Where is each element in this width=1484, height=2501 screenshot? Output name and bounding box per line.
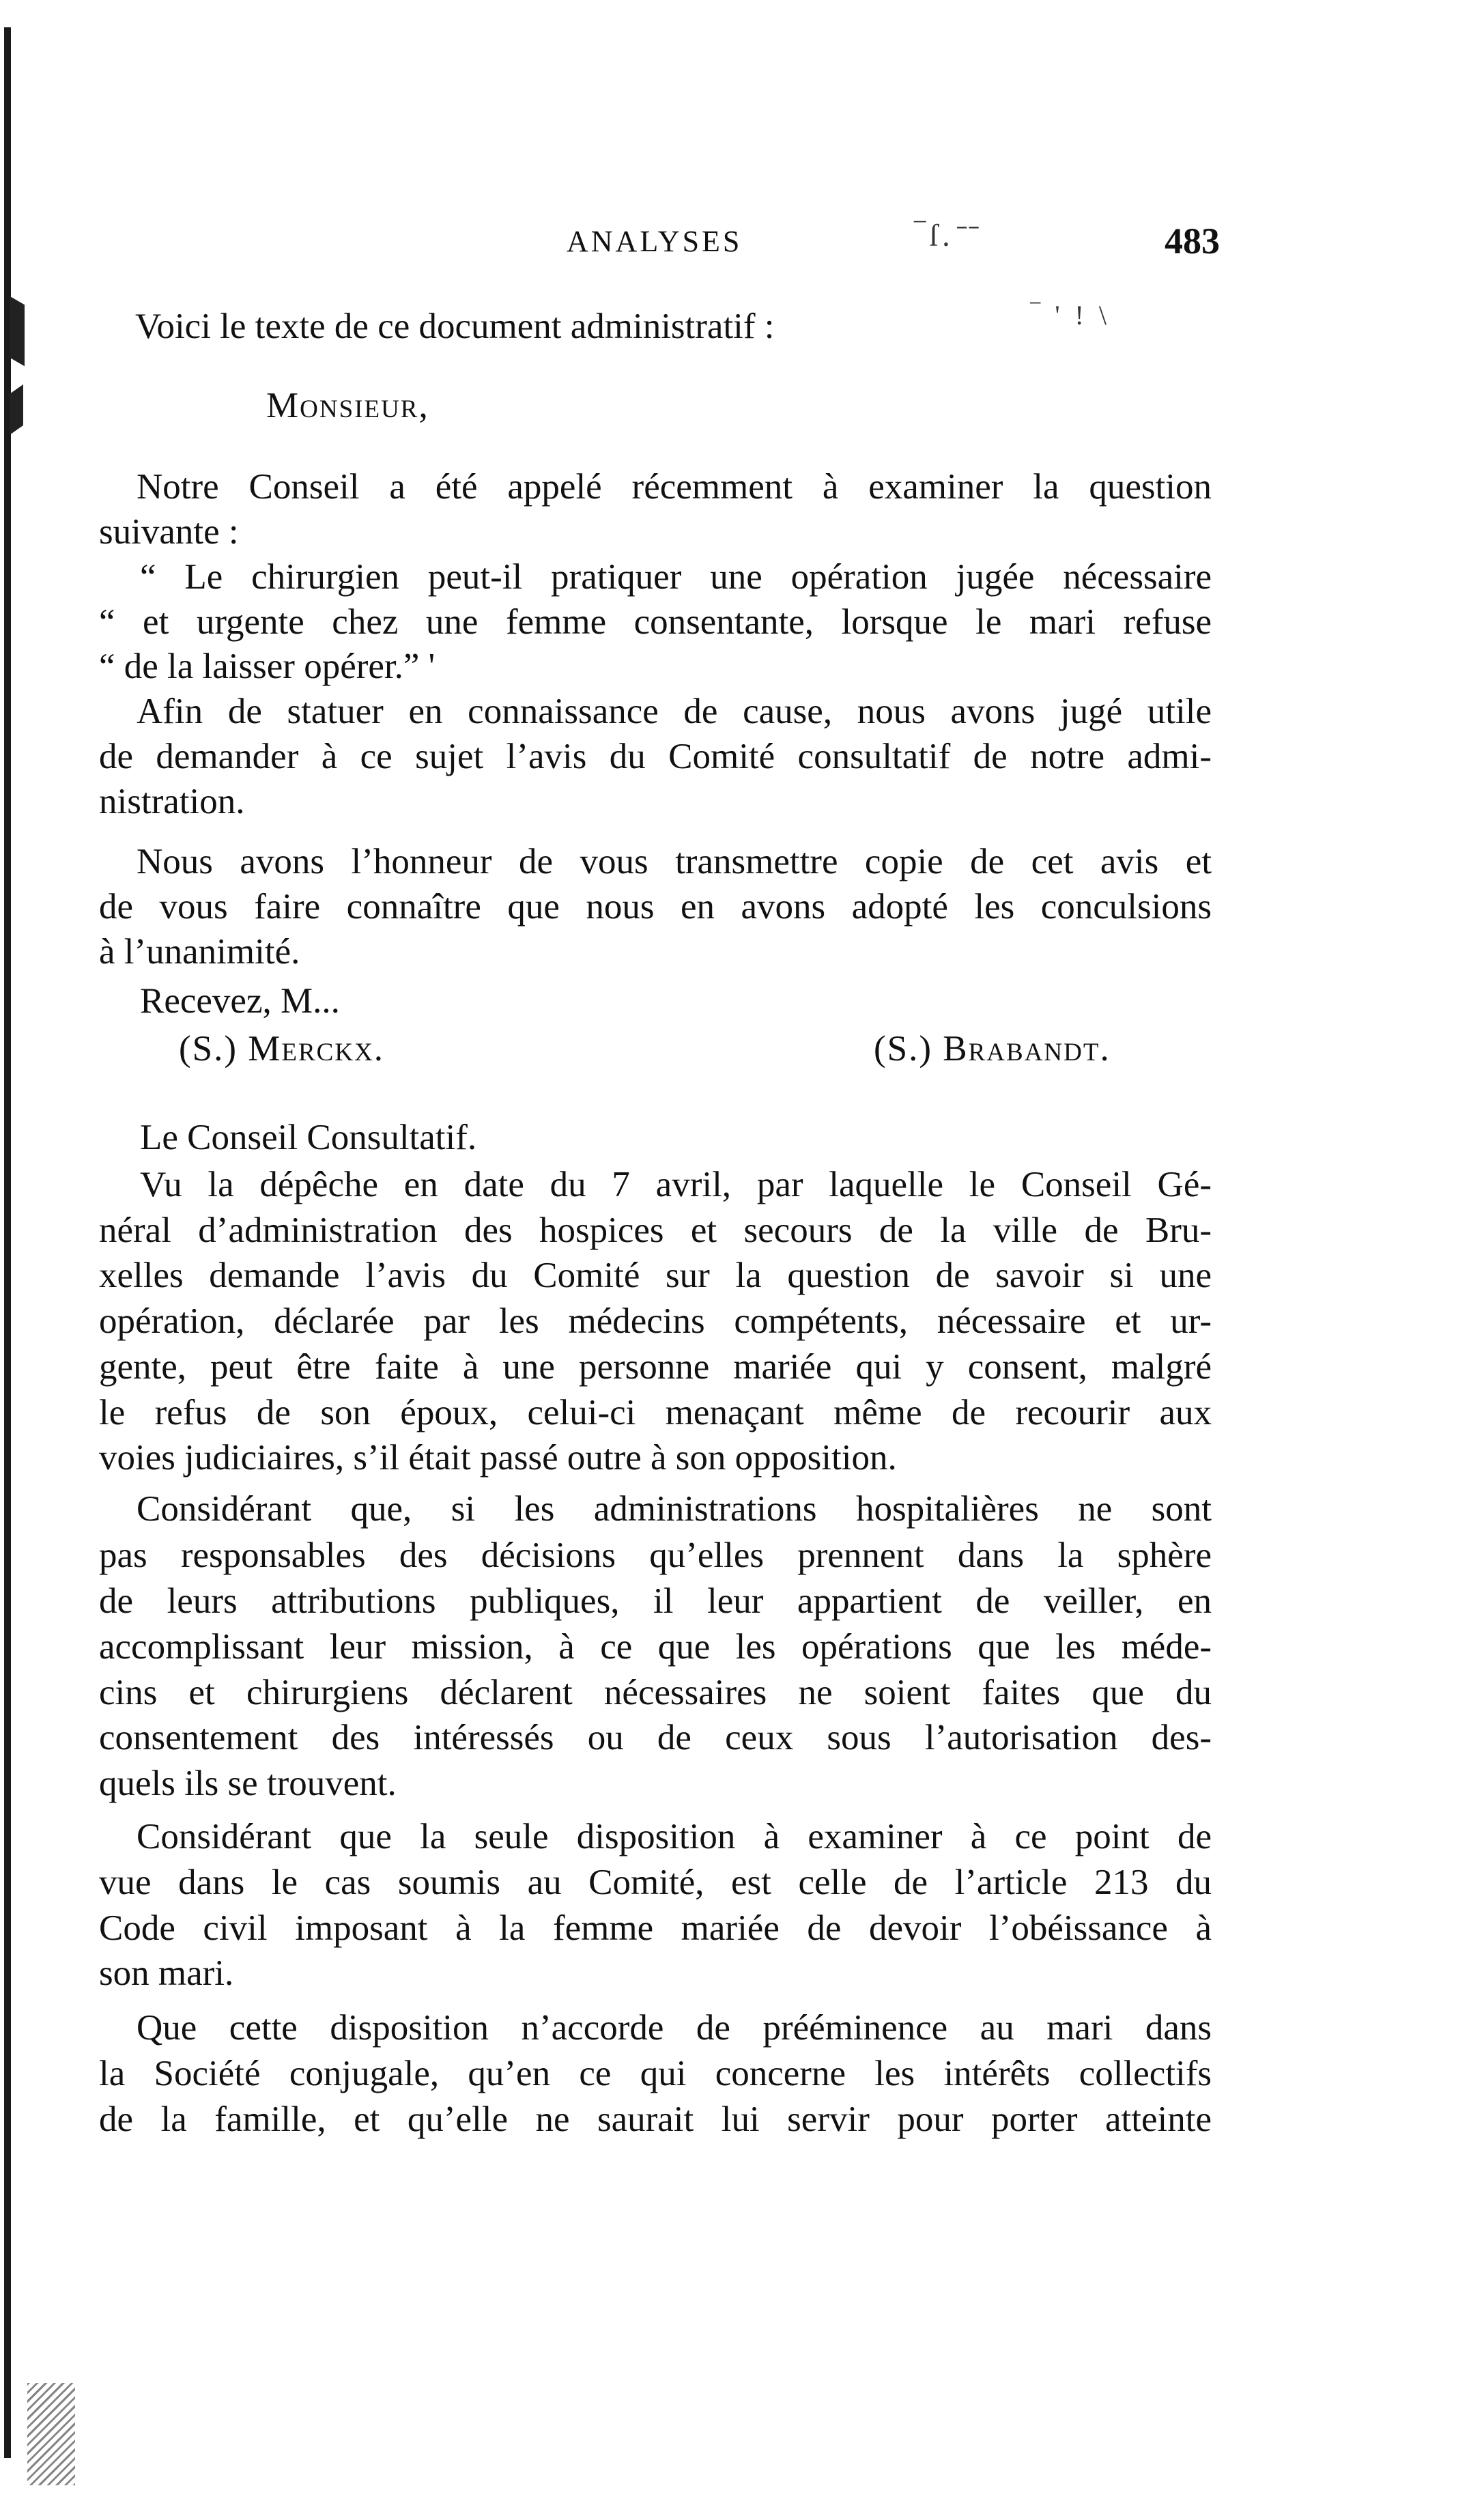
text-line: nistration.: [99, 782, 245, 821]
binding-notch: [10, 384, 23, 435]
text-line: Que cette disposition n’accorde de prééminence au mari dans: [137, 2008, 1212, 2048]
text-line: quels ils se trouvent.: [99, 1764, 397, 1803]
print-smudge: ‾ſ. ̄ ̄: [915, 218, 978, 253]
text-line: le refus de son époux, celui-ci menaçant même de recourir aux: [99, 1393, 1212, 1432]
text-line: Vu la dépêche en date du 7 avril, par laquelle le Conseil Gé-: [140, 1165, 1212, 1204]
text-line: à l’unanimité.: [99, 932, 300, 972]
text-line: accomplissant leur mission, à ce que les opérations que les méde-: [99, 1627, 1212, 1667]
text-line: pas responsables des décisions qu’elles prennent dans la sphère: [99, 1536, 1212, 1575]
text-line: son mari.: [99, 1953, 234, 1993]
running-head: ANALYSES: [567, 225, 743, 258]
text-line: Considérant que la seule disposition à examiner à ce point de: [137, 1817, 1212, 1856]
text-line: Notre Conseil a été appelé récemment à examiner la question: [137, 467, 1212, 507]
text-line: voies judiciaires, s’il était passé outre à son opposition.: [99, 1438, 897, 1478]
text-line: Nous avons l’honneur de vous transmettre copie de cet avis et: [137, 842, 1212, 881]
text-line: de leurs attributions publiques, il leur appartient de veiller, en: [99, 1581, 1212, 1621]
page-binding-edge: [4, 27, 11, 2458]
intro-line: Voici le texte de ce document administratif :: [135, 307, 775, 346]
text-line: gente, peut être faite à une personne mariée qui y consent, malgré: [99, 1347, 1212, 1387]
text-line: xelles demande l’avis du Comité sur la question de savoir si une: [99, 1256, 1212, 1295]
page-stain: [27, 2383, 75, 2485]
text-line: opération, déclarée par les médecins compétents, nécessaire et ur-: [99, 1301, 1212, 1341]
text-line: la Société conjugale, qu’en ce qui concerne les intérêts collectifs: [99, 2054, 1212, 2093]
binding-notch: [10, 296, 25, 367]
text-line: de vous faire connaître que nous en avons adopté les conculsions: [99, 887, 1212, 927]
text-line: Afin de statuer en connaissance de cause, nous avons jugé utile: [137, 692, 1212, 731]
text-line: cins et chirurgiens déclarent nécessaires ne soient faites que du: [99, 1673, 1212, 1712]
text-line: Code civil imposant à la femme mariée de devoir l’obéissance à: [99, 1908, 1212, 1948]
print-smudge: ‾ ' ! \: [1031, 300, 1111, 330]
section-heading: Le Conseil Consultatif.: [140, 1118, 477, 1157]
signature-brabandt: (S.) Brabandt.: [874, 1029, 1111, 1069]
text-line: suivante :: [99, 512, 239, 552]
quote-line: “ et urgente chez une femme consentante, lorsque le mari refuse: [99, 602, 1212, 642]
quote-line: “ Le chirurgien peut-il pratiquer une opération jugée nécessaire: [140, 557, 1212, 597]
text-line: vue dans le cas soumis au Comité, est celle de l’article 213 du: [99, 1863, 1212, 1902]
signature-merckx: (S.) Merckx.: [179, 1029, 385, 1069]
salutation: Monsieur,: [266, 386, 429, 425]
quote-line: “ de la laisser opérer.” ': [99, 647, 436, 686]
text-line: Considérant que, si les administrations hospitalières ne sont: [137, 1489, 1212, 1529]
text-line: de la famille, et qu’elle ne saurait lui servir pour porter atteinte: [99, 2100, 1212, 2139]
page-number: 483: [1165, 221, 1220, 262]
text-line: de demander à ce sujet l’avis du Comité consultatif de notre admi-: [99, 737, 1212, 776]
closing-line: Recevez, M...: [140, 981, 340, 1021]
text-line: néral d’administration des hospices et secours de la ville de Bru-: [99, 1211, 1212, 1250]
text-line: consentement des intéressés ou de ceux sous l’autorisation des-: [99, 1718, 1212, 1757]
